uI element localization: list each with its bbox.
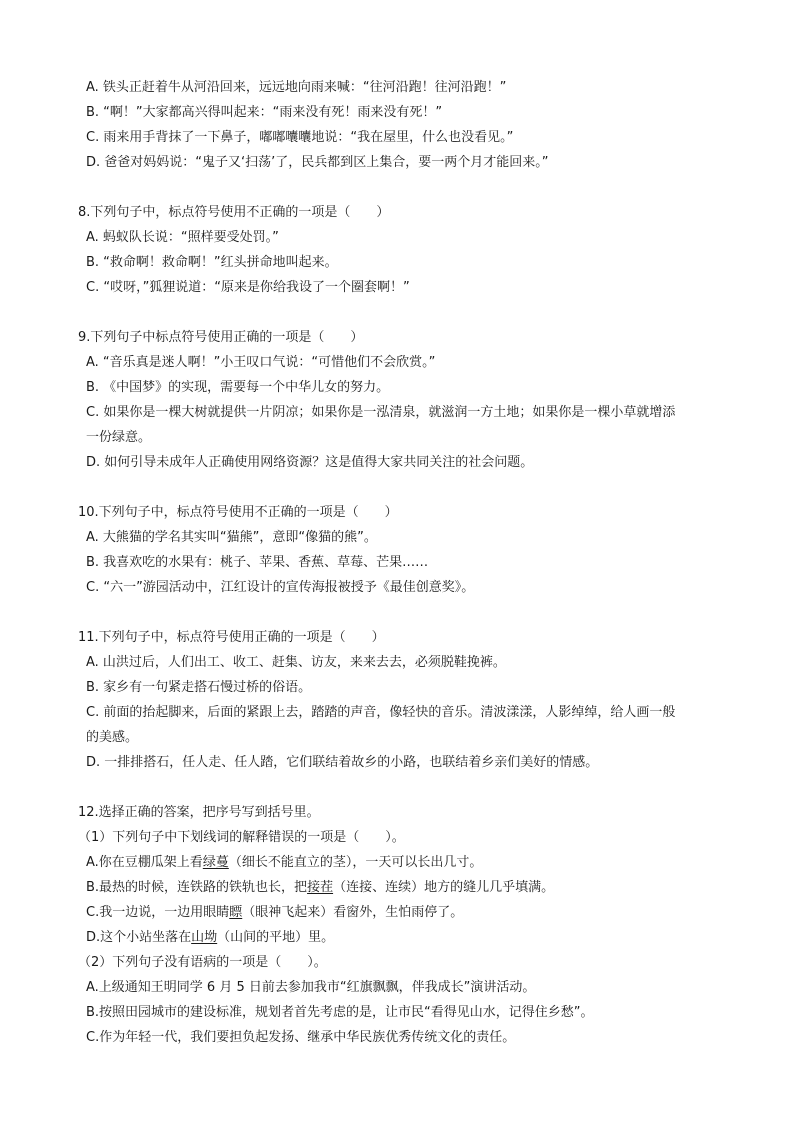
q12-part1-option-d: D.这个小站坐落在山坳（山间的平地）里。 [86, 930, 335, 945]
q11-option-c-cont: 的美感。 [86, 730, 139, 745]
q12-part1-option-c: C.我一边说，一边用眼睛瞟（眼神飞起来）看窗外，生怕雨停了。 [86, 905, 464, 920]
q12-part1-stem: （1）下列句子中下划线词的解释错误的一项是（ ）。 [78, 830, 405, 845]
option-d: D. 爸爸对妈妈说：“鬼子又‘扫荡’了，民兵都到区上集合，要一两个月才能回来。” [86, 155, 549, 170]
underlined-word: 山坳 [191, 930, 218, 945]
q12-part2-option-c: C.作为年轻一代，我们要担负起发扬、继承中华民族优秀传统文化的责任。 [86, 1030, 516, 1045]
question-11-stem: 11.下列句子中，标点符号使用正确的一项是（ ） [78, 630, 385, 645]
question-8-stem: 8.下列句子中，标点符号使用不正确的一项是（ ） [78, 205, 390, 220]
option-a: A. 铁头正赶着牛从河沿回来，远远地向雨来喊：“往河沿跑！往河沿跑！” [86, 80, 507, 95]
q12-part2-stem: （2）下列句子没有语病的一项是（ ）。 [78, 955, 327, 970]
q9-option-d: D. 如何引导未成年人正确使用网络资源？这是值得大家共同关注的社会问题。 [86, 455, 534, 470]
q8-option-a: A. 蚂蚁队长说：“照样要受处罚。” [86, 230, 279, 245]
q11-option-b: B. 家乡有一句紧走搭石慢过桥的俗语。 [86, 680, 312, 695]
q10-option-b: B. 我喜欢吃的水果有：桃子、苹果、香蕉、草莓、芒果…… [86, 555, 429, 570]
underlined-word: 绿蔓 [202, 855, 229, 870]
q11-option-d: D. 一排排搭石，任人走、任人踏，它们联结着故乡的小路，也联结着乡亲们美好的情感。 [86, 755, 599, 770]
underlined-word: 瞟 [229, 905, 243, 920]
q11-option-c: C. 前面的抬起脚来，后面的紧跟上去，踏踏的声音，像轻快的音乐。清波漾漾，人影绰绰，给人画一般 [86, 705, 676, 720]
q8-option-b: B. “救命啊！救命啊！”红头拼命地叫起来。 [86, 255, 338, 270]
q10-option-a: A. 大熊猫的学名其实叫“猫熊”，意即“像猫的熊”。 [86, 530, 377, 545]
option-c: C. 雨来用手背抹了一下鼻子，嘟嘟囔囔地说：“我在屋里，什么也没看见。” [86, 130, 514, 145]
question-10-stem: 10.下列句子中，标点符号使用不正确的一项是（ ） [78, 505, 398, 520]
q9-option-a: A. “音乐真是迷人啊！”小王叹口气说：“可惜他们不会欣赏。” [86, 355, 436, 370]
q12-part1-option-b: B.最热的时候，连铁路的铁轨也长，把接茬（连接、连续）地方的缝儿几乎填满。 [86, 880, 555, 895]
q11-option-a: A. 山洪过后，人们出工、收工、赶集、访友，来来去去，必须脱鞋挽裤。 [86, 655, 506, 670]
q9-option-b: B. 《中国梦》的实现，需要每一个中华儿女的努力。 [86, 380, 390, 395]
q8-option-c: C. “哎呀，”狐狸说道：“原来是你给我设了一个圈套啊！” [86, 280, 410, 295]
q9-option-c-cont: 一份绿意。 [86, 430, 152, 445]
q9-option-c: C. 如果你是一棵大树就提供一片阴凉；如果你是一泓清泉，就滋润一方土地；如果你是一棵小草就增添 [86, 405, 676, 420]
underlined-word: 接茬 [307, 880, 334, 895]
q12-part2-option-a: A.上级通知王明同学 6 月 5 日前去参加我市“红旗飘飘，伴我成长”演讲活动。 [86, 980, 536, 995]
question-9-stem: 9.下列句子中标点符号使用正确的一项是（ ） [78, 330, 364, 345]
q12-part1-option-a: A.你在豆棚瓜架上看绿蔓（细长不能直立的茎），一天可以长出几寸。 [86, 855, 483, 870]
option-b: B. “啊！”大家都高兴得叫起来：“雨来没有死！雨来没有死！” [86, 105, 443, 120]
q12-part2-option-b: B.按照田园城市的建设标准，规划者首先考虑的是，让市民“看得见山水，记得住乡愁”。 [86, 1005, 594, 1020]
question-12-stem: 12.选择正确的答案，把序号写到括号里。 [78, 805, 320, 820]
q10-option-c: C. “六一”游园活动中，江红设计的宣传海报被授予《最佳创意奖》。 [86, 580, 475, 595]
